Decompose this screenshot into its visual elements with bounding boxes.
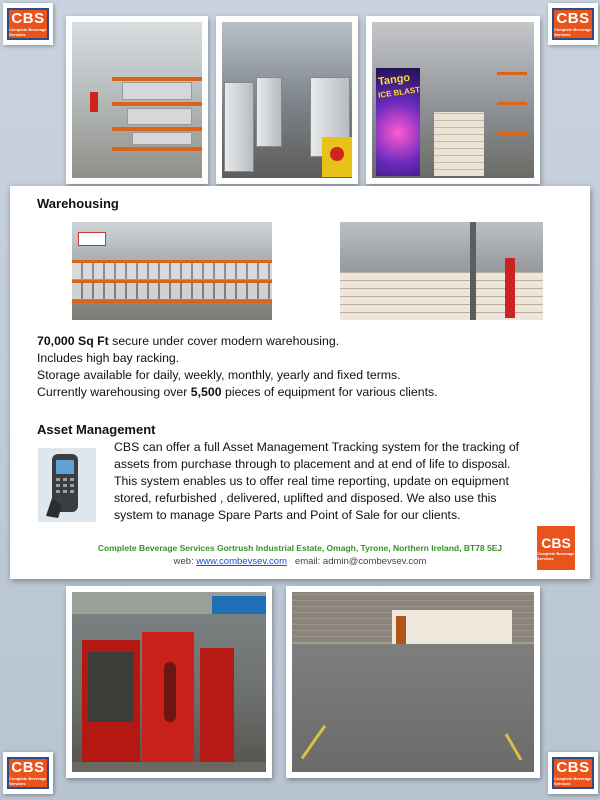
- tango-sign-text: Tango: [377, 71, 411, 89]
- asset-management-description: CBS can offer a full Asset Management Tracking system for the tracking of assets from purchase through to placement and at end of life to disposal. This system enables us to offer real time reporting, update on equipment stored, refurbished , delivered, uplifted and disposed. We also use this system to manage Spare Parts and Point of Sale for our clients.: [114, 440, 520, 522]
- email-address: admin@combevsev.com: [322, 556, 427, 567]
- tango-sign-subtext: ICE BLAST: [377, 85, 421, 100]
- photo-cbs-warehouse-racking: [72, 222, 272, 320]
- handheld-scanner-image: [38, 448, 96, 522]
- photo-coca-cola-vending-machines: [66, 586, 272, 778]
- photo-empty-warehouse-floor: [286, 586, 540, 778]
- website-link[interactable]: www.combevsev.com: [196, 556, 287, 567]
- photo-warehouse-fridges: [216, 16, 358, 184]
- asset-management-heading: Asset Management: [37, 422, 156, 437]
- cbs-logo-bottom-right: CBS Complete Beverage Services: [548, 752, 598, 794]
- cbs-logo-bottom-left: CBS Complete Beverage Services: [3, 752, 53, 794]
- photo-warehouse-tango-display: [366, 16, 540, 184]
- photo-warehouse-storage-hall: [340, 222, 543, 320]
- cbs-logo-top-left: CBS Complete Beverage Services: [3, 3, 53, 45]
- cbs-logo-top-right: CBS Complete Beverage Services: [548, 3, 598, 45]
- cbs-logo-card: CBS Complete Beverage Services: [537, 526, 575, 570]
- footer-company-address: Complete Beverage Services Gortrush Industrial Estate, Omagh, Tyrone, Northern Ireland, BT78 5EJ: [97, 543, 503, 553]
- info-card: [10, 186, 590, 579]
- footer-contact: web: www.combevsev.com email: admin@combevsev.com: [173, 556, 427, 567]
- warehousing-details: 70,000 Sq Ft secure under cover modern warehousing. Includes high bay racking. Storage available for daily, weekly, monthly, yearly and fixed terms. Currently warehousing over 5,500 pieces of equipment for various clients.: [37, 334, 438, 399]
- photo-warehouse-racking: [66, 16, 208, 184]
- warehousing-heading: Warehousing: [37, 196, 119, 211]
